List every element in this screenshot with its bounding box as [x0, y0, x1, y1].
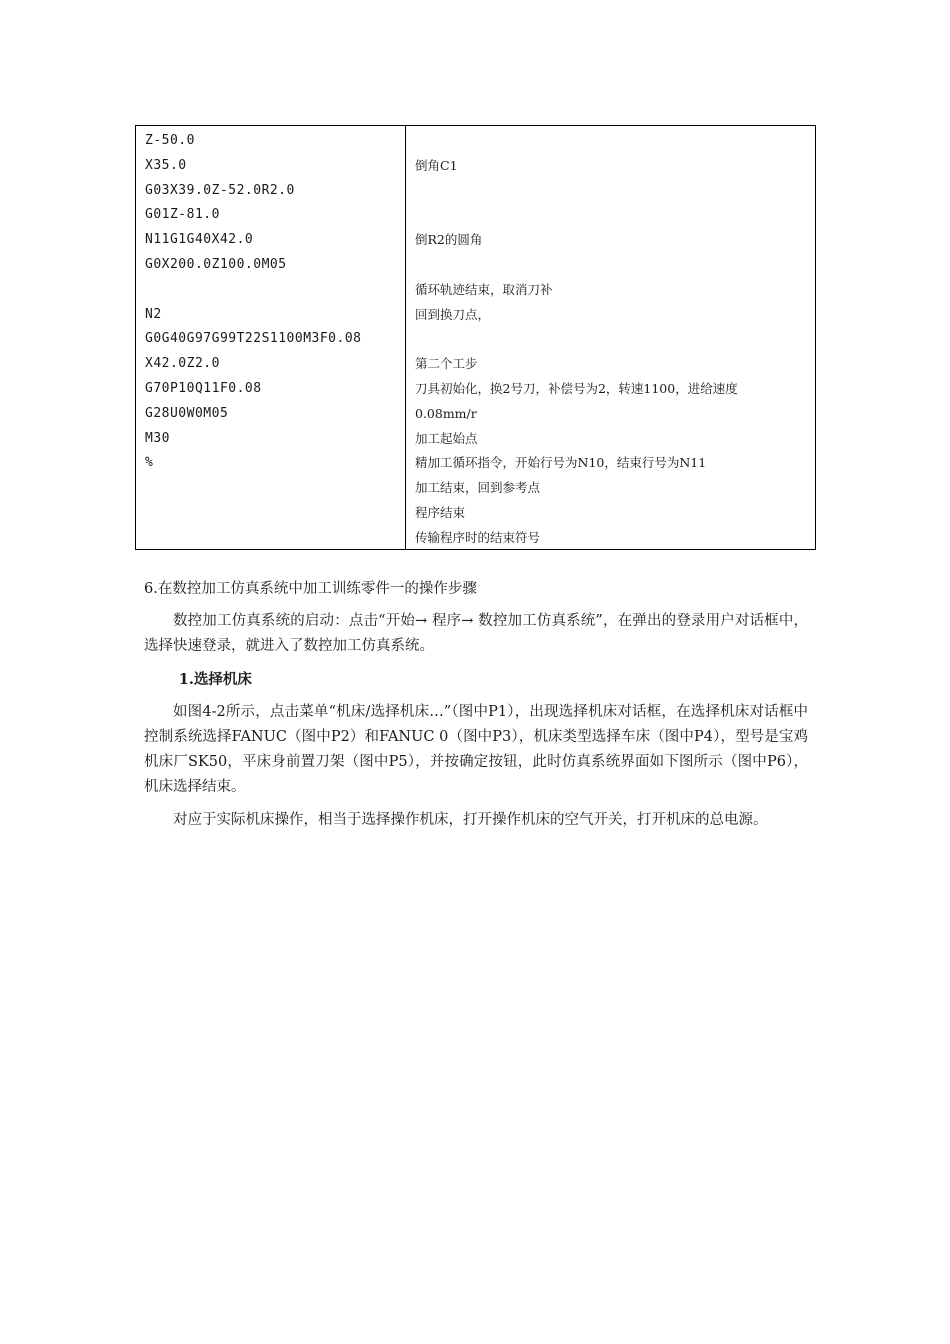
code-line: G0G40G97G99T22S1100M3F0.08: [145, 331, 362, 347]
note-line: 第二个工步: [415, 356, 478, 372]
code-line: %: [145, 455, 154, 471]
code-line: G70P10Q11F0.08: [145, 380, 262, 396]
note-line: [415, 203, 807, 228]
code-line: X42.0Z2.0: [145, 356, 220, 372]
code-line: G01Z-81.0: [145, 207, 220, 223]
code-line: G28U0W0M05: [145, 405, 229, 421]
notes-column: [406, 126, 815, 549]
code-line: N2: [145, 306, 162, 322]
note-line: 回到换刀点，: [415, 306, 491, 322]
note-line: 加工结束，回到参考点: [415, 480, 541, 496]
select-machine-paragraph: 如图4-2所示，点击菜单“机床/选择机床…”（图中P1），出现选择机床对话框，在选择机床对话框中控制系统选择FANUC（图中P2）和FANUC 0（图中P3），机床类型选择车床（图中P4），型号是宝鸡机床厂SK50，平床身前置刀架（图中P5），并按确定按钮，此时仿真系统界面如下图所示（图中P6），机床选择结束。: [144, 704, 808, 795]
code-line: [145, 278, 405, 303]
note-line: 加工起始点: [415, 430, 478, 446]
note-line: 0.08mm/r: [415, 405, 477, 421]
note-line: [415, 179, 807, 204]
note-line: 精加工循环指令，开始行号为N10，结束行号为N11: [415, 455, 707, 471]
code-line: M30: [145, 430, 170, 446]
code-line: Z-50.0: [145, 133, 195, 148]
code-line: G03X39.0Z-52.0R2.0: [145, 182, 295, 198]
note-line: 传输程序时的结束符号: [415, 529, 541, 545]
section-heading: 6.在数控加工仿真系统中加工训练零件一的操作步骤: [144, 581, 477, 597]
code-line: N11G1G40X42.0: [145, 232, 254, 248]
code-line: X35.0: [145, 157, 187, 173]
note-line: 倒R2的圆角: [415, 232, 483, 248]
note-line: 循环轨迹结束，取消刀补: [415, 281, 553, 297]
note-line: [415, 129, 807, 154]
note-line: 程序结束: [415, 504, 466, 520]
code-line: G0X200.0Z100.0M05: [145, 256, 287, 272]
note-line: [415, 327, 807, 352]
note-line: 倒角C1: [415, 157, 458, 173]
program-table: [135, 125, 816, 550]
intro-paragraph: 数控加工仿真系统的启动：点击“开始→ 程序→ 数控加工仿真系统”，在弹出的登录用户对话框中，选择快速登录，就进入了数控加工仿真系统。: [144, 613, 808, 654]
note-line: 刀具初始化，换2号刀，补偿号为2，转速1100，进给速度: [415, 380, 738, 396]
note-line: [415, 253, 807, 278]
actual-operation-paragraph: 对应于实际机床操作，相当于选择操作机床，打开操作机床的空气开关，打开机床的总电源。: [173, 812, 768, 828]
code-column: [136, 126, 406, 549]
sub-heading: 1.选择机床: [178, 671, 252, 688]
